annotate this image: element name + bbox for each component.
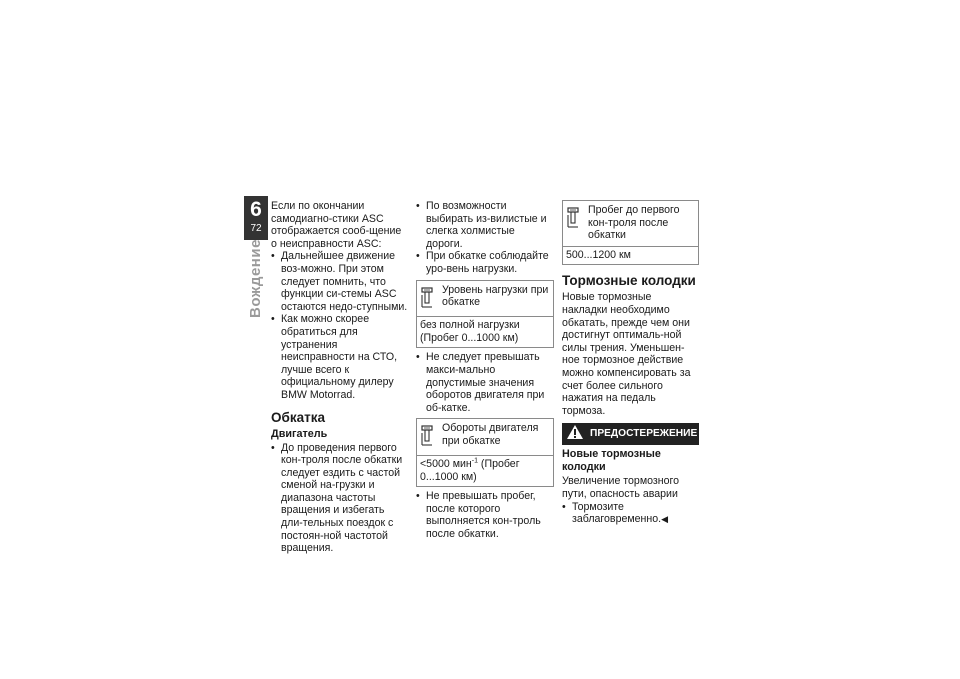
- column-3: [562, 200, 699, 526]
- list-item: • Как можно скорее обратиться для устранения неисправности на СТО, лучше всего к официальному дилеру BMW Motorrad.: [271, 313, 409, 401]
- running-in-heading: Обкатка: [271, 409, 325, 425]
- road-bullet-list: [416, 200, 554, 276]
- rpm-unit-exponent: -1: [471, 457, 478, 465]
- brake-pads-heading: Тормозные колодки: [562, 273, 696, 289]
- spec-label: Обороты двигателя при обкатке: [442, 422, 539, 447]
- load-level-spec-table: [416, 280, 554, 349]
- spec-label: Пробег до первого кон-троля после обкатки: [588, 204, 680, 242]
- asc-intro-text: Если по окончании самодиагно-стики ASC отображается сооб-щение о неисправности ASC:: [271, 200, 402, 250]
- list-item: • По возможности выбирать из-вилистые и слегка холмистые дороги.: [416, 200, 554, 250]
- spec-value: 500...1200 км: [566, 248, 631, 261]
- spec-table-header: [417, 419, 553, 456]
- spec-value: [417, 456, 553, 486]
- mileage-bullet-list: [416, 490, 554, 540]
- warning-text: Увеличение тормозного пути, опасность аварии: [562, 475, 679, 500]
- engine-subheading: Двигатель: [271, 427, 328, 440]
- spec-table-header: [417, 281, 553, 318]
- list-item: • Не превышать пробег, после которого выполняется кон-троль после обкатки.: [416, 490, 554, 540]
- rpm-value-text: <5000 мин: [420, 457, 472, 470]
- spec-value: без полной нагрузки (Пробег 0...1000 км): [420, 319, 520, 344]
- warning-action-text: Тормозите заблаговременно.: [572, 500, 662, 526]
- engine-bullet-list: [271, 442, 409, 555]
- spec-tool-icon: [567, 204, 585, 242]
- asc-bullet-list: [271, 250, 409, 401]
- page-number: 72: [250, 223, 262, 234]
- column-1: [271, 200, 409, 555]
- warning-label: ПРЕДОСТЕРЕЖЕНИЕ: [590, 428, 698, 440]
- rpm-spec-table: [416, 418, 554, 487]
- chapter-number: 6: [250, 198, 262, 221]
- spec-label: Уровень нагрузки при обкатке: [442, 283, 549, 309]
- spec-tool-icon: [421, 284, 439, 313]
- list-item: • Не следует превышать макси-мально допустимые значения оборотов двигателя при об-катке.: [416, 351, 554, 414]
- warning-triangle-icon: [566, 424, 590, 445]
- list-item: [562, 501, 699, 526]
- spec-tool-icon: [421, 422, 439, 451]
- warning-title: Новые тормозные колодки: [562, 448, 661, 474]
- rpm-value-mileage: (Пробег 0...1000 км): [420, 457, 520, 483]
- column-2: [416, 200, 554, 540]
- section-side-title: Вождение: [247, 239, 264, 318]
- list-item: • До проведения первого кон-троля после обкатки следует ездить с частой сменой на-грузки и диапазона частоты вращения и избегать дли-тельных поездок с постоян-ной частотой вращения.: [271, 442, 409, 555]
- spec-table-header: [563, 201, 698, 247]
- brake-pads-text: Новые тормозные накладки необходимо обкатать, прежде чем они достигнут оптималь-ной силы трения. Уменьшен-ное тормозное действие можно компенсировать за счет более сильного нажатия на педаль тормоза.: [562, 291, 691, 417]
- list-item: • При обкатке соблюдайте уро-вень нагрузки.: [416, 250, 554, 275]
- rpm-bullet-list: [416, 351, 554, 414]
- list-item: • Дальнейшее движение воз-можно. При этом следует помнить, что функции си-стемы ASC остаются недо-ступными.: [271, 250, 409, 313]
- mileage-spec-table: [562, 200, 699, 265]
- end-mark-icon: ◀: [661, 514, 668, 525]
- warning-banner: [562, 423, 699, 445]
- warning-bullet-list: [562, 501, 699, 526]
